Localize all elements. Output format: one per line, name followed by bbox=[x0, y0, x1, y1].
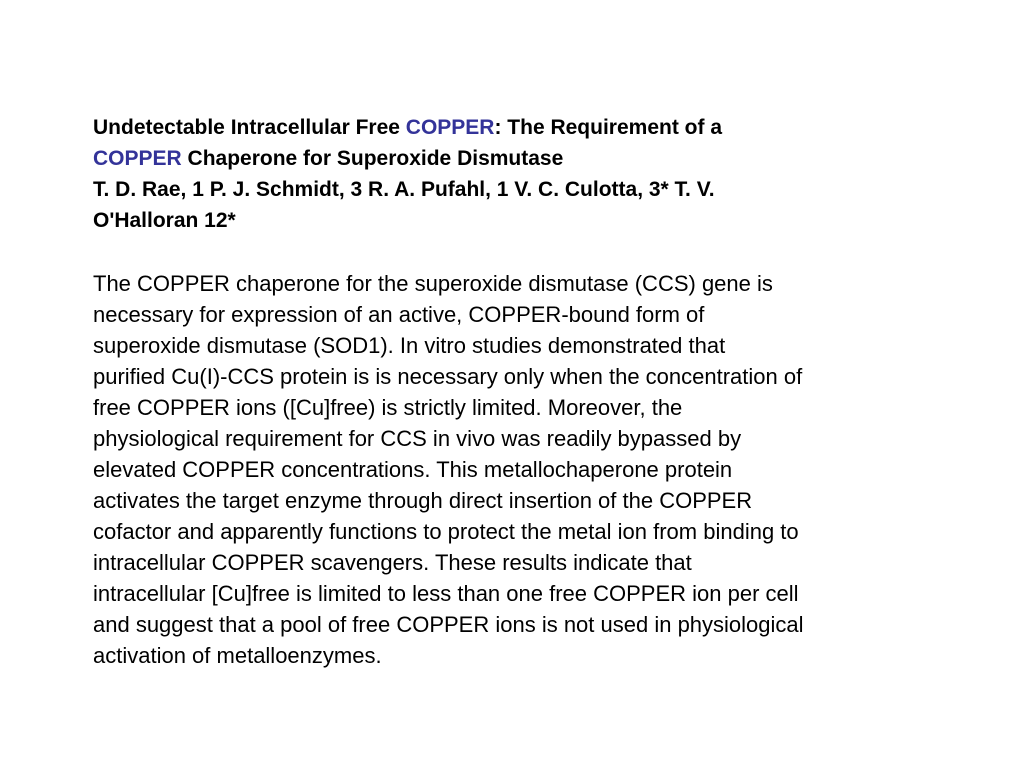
abstract-line: cofactor and apparently functions to protect the metal ion from binding to bbox=[93, 519, 799, 544]
abstract-line: activates the target enzyme through direct insertion of the COPPER bbox=[93, 488, 753, 513]
authors-line-2: O'Halloran 12* bbox=[93, 209, 236, 232]
abstract-line: free COPPER ions ([Cu]free) is strictly limited. Moreover, the bbox=[93, 395, 683, 420]
title-highlight: COPPER bbox=[93, 147, 182, 170]
abstract-line: activation of metalloenzymes. bbox=[93, 643, 382, 668]
document-content bbox=[93, 112, 933, 671]
abstract-line: and suggest that a pool of free COPPER ions is not used in physiological bbox=[93, 612, 804, 637]
abstract-paragraph bbox=[93, 268, 933, 671]
abstract-line: The COPPER chaperone for the superoxide dismutase (CCS) gene is bbox=[93, 271, 773, 296]
abstract-line: physiological requirement for CCS in vivo was readily bypassed by bbox=[93, 426, 742, 451]
title-text: Undetectable Intracellular Free bbox=[93, 116, 406, 139]
title-block bbox=[93, 112, 933, 236]
abstract-line: intracellular [Cu]free is limited to less than one free COPPER ion per cell bbox=[93, 581, 799, 606]
title-text: Chaperone for Superoxide Dismutase bbox=[181, 147, 564, 170]
abstract-line: necessary for expression of an active, COPPER-bound form of bbox=[93, 302, 705, 327]
abstract-line: intracellular COPPER scavengers. These results indicate that bbox=[93, 550, 692, 575]
title-text: : The Requirement of a bbox=[494, 116, 722, 139]
title-highlight: COPPER bbox=[405, 116, 495, 139]
authors-line-1: T. D. Rae, 1 P. J. Schmidt, 3 R. A. Pufahl, 1 V. C. Culotta, 3* T. V. bbox=[93, 178, 715, 201]
abstract-line: purified Cu(I)-CCS protein is is necessary only when the concentration of bbox=[93, 364, 803, 389]
title-line-2 bbox=[93, 143, 933, 174]
abstract-line: elevated COPPER concentrations. This metallochaperone protein bbox=[93, 457, 733, 482]
abstract-line: superoxide dismutase (SOD1). In vitro studies demonstrated that bbox=[93, 333, 726, 358]
title-line-1 bbox=[93, 112, 933, 143]
